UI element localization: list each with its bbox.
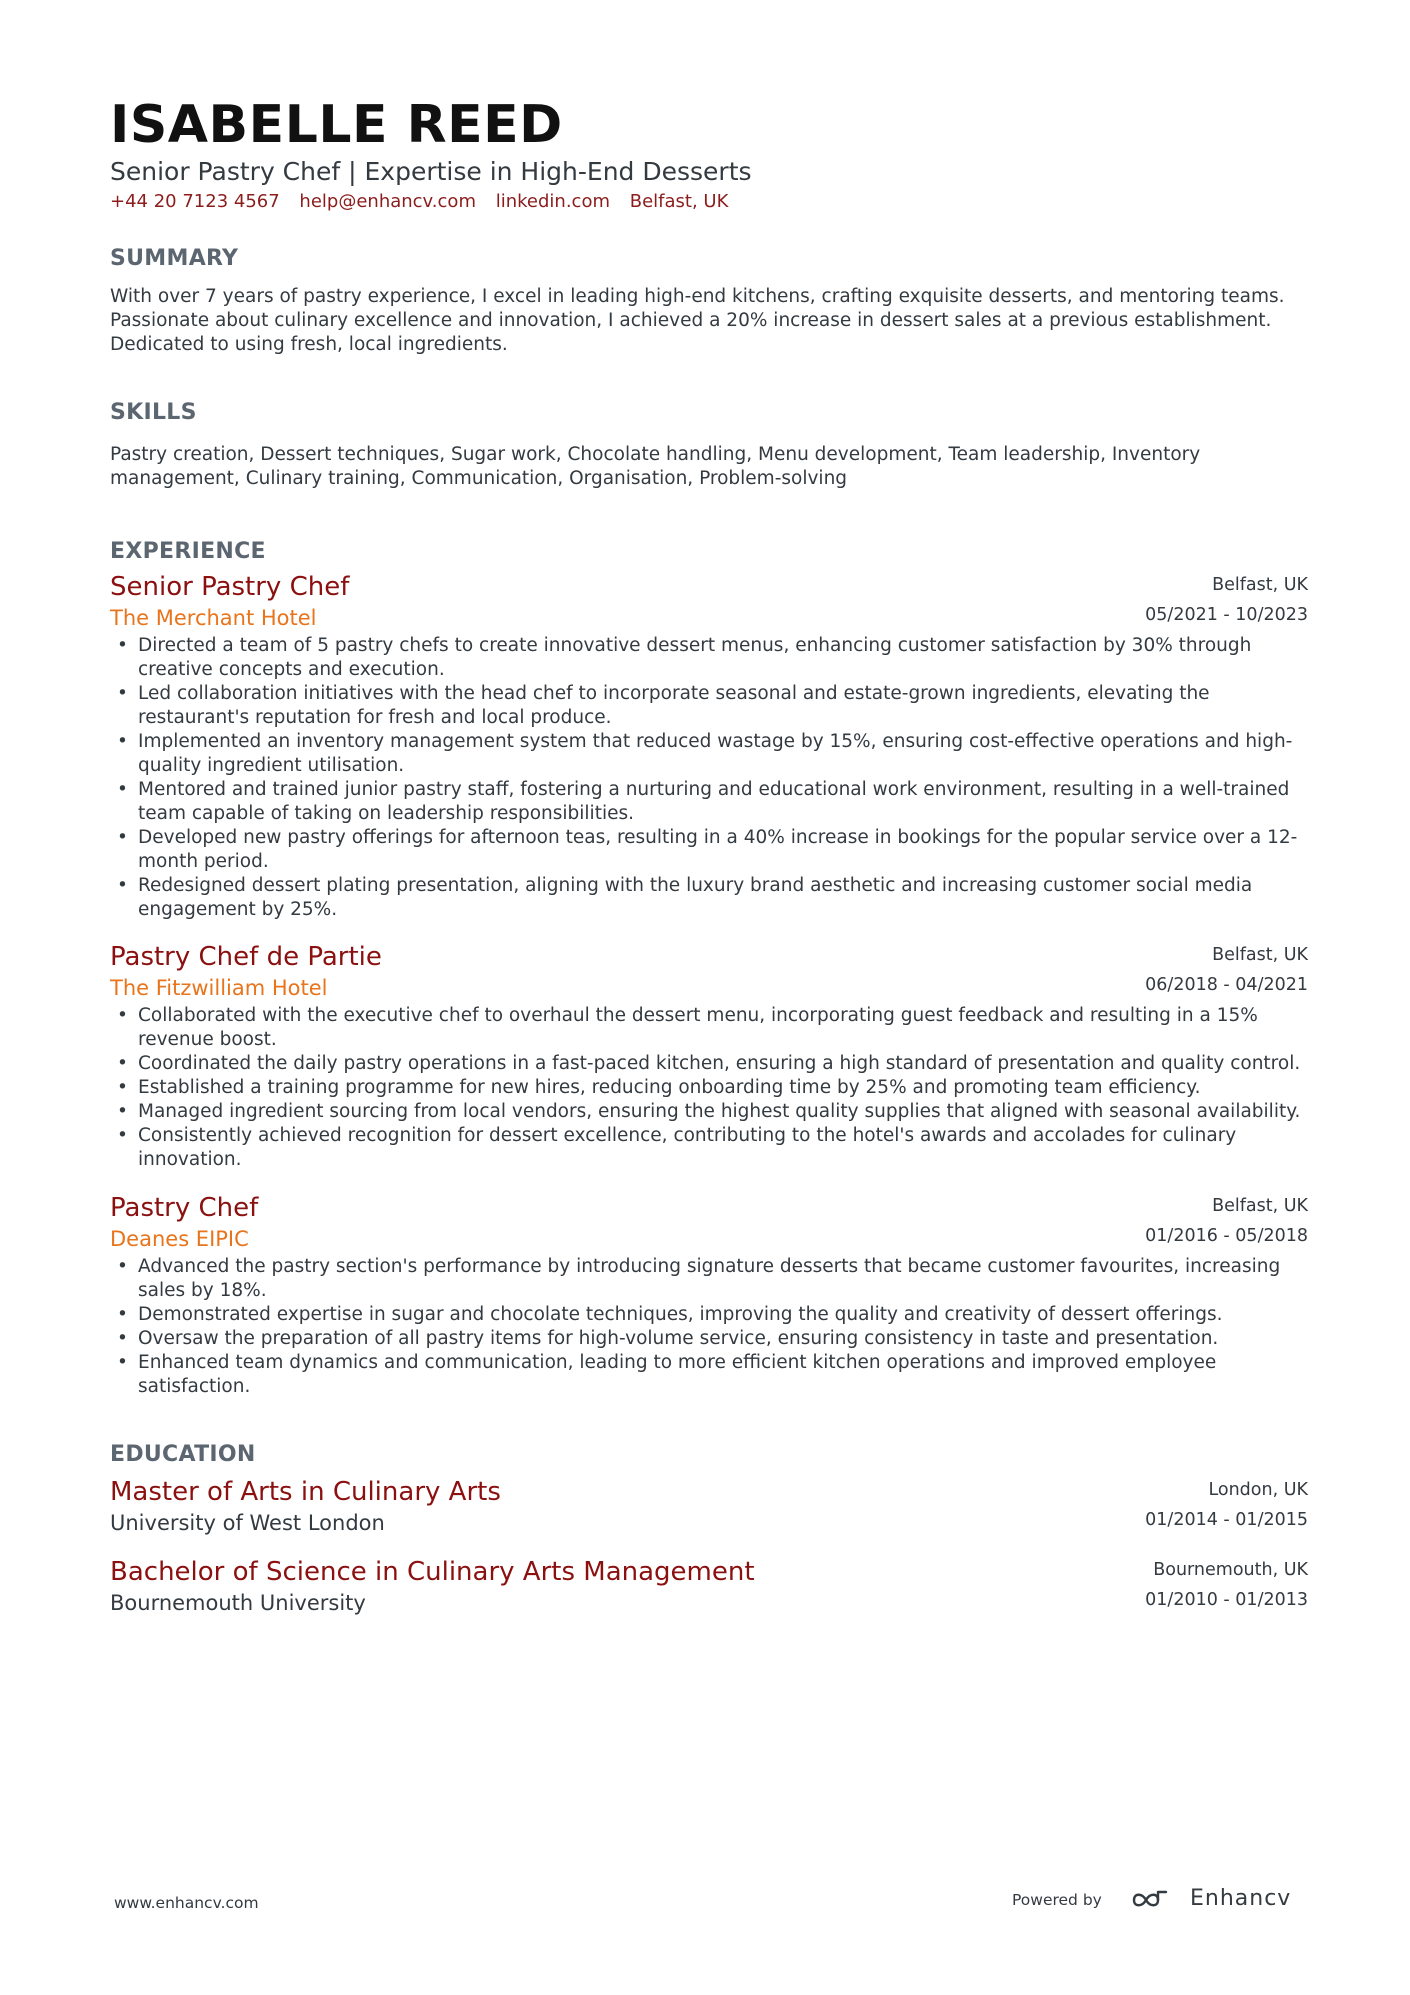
bullet-item: • Demonstrated expertise in sugar and chocolate techniques, improving the quality and creativity of dessert offerings. <box>110 1303 1308 1327</box>
education-heading: EDUCATION <box>110 1442 256 1467</box>
job-company: Deanes EIPIC <box>110 1227 249 1251</box>
education-dates: 01/2010 - 01/2013 <box>1145 1590 1308 1610</box>
bullet-item: • Mentored and trained junior pastry staff, fostering a nurturing and educational work environment, resulting in a well-trained team capable of taking on leadership responsibilities. <box>110 778 1308 826</box>
contact-location: Belfast, UK <box>629 191 729 212</box>
bullet-item: • Collaborated with the executive chef to overhaul the dessert menu, incorporating guest feedback and resulting in a 15% revenue boost. <box>110 1004 1308 1052</box>
enhancv-logo-icon <box>1130 1884 1170 1916</box>
bullet-item: • Redesigned dessert plating presentation, aligning with the luxury brand aesthetic and increasing customer social media engagement by 25%. <box>110 874 1308 922</box>
footer-website[interactable]: www.enhancv.com <box>114 1894 259 1912</box>
candidate-headline: Senior Pastry Chef | Expertise in High-End Desserts <box>110 157 752 186</box>
bullet-item: • Advanced the pastry section's performance by introducing signature desserts that became customer favourites, increasing sales by 18%. <box>110 1255 1308 1303</box>
summary-text: With over 7 years of pastry experience, I excel in leading high-end kitchens, crafting exquisite desserts, and mentoring teams. Passionate about culinary excellence and innovation, I achieved a 20% increase in dessert sales at a previous establishment. Dedicated to using fresh, local ingredients. <box>110 286 1285 355</box>
footer-powered-by: Powered by <box>1012 1891 1102 1909</box>
education-dates: 01/2014 - 01/2015 <box>1145 1510 1308 1530</box>
bullet-item: • Developed new pastry offerings for afternoon teas, resulting in a 40% increase in bookings for the popular service over a 12-month period. <box>110 826 1308 874</box>
candidate-name: ISABELLE REED <box>110 95 563 155</box>
job-title: Pastry Chef de Partie <box>110 942 382 972</box>
job-title: Pastry Chef <box>110 1193 259 1223</box>
education-location: London, UK <box>1208 1480 1308 1500</box>
contact-phone[interactable]: +44 20 7123 4567 <box>110 191 280 212</box>
bullet-item: • Implemented an inventory management system that reduced wastage by 15%, ensuring cost-effective operations and high-quality ingredient utilisation. <box>110 730 1308 778</box>
job-bullets <box>110 1255 1308 1399</box>
skills-text: Pastry creation, Dessert techniques, Sugar work, Chocolate handling, Menu development, Team leadership, Inventory management, Culinary training, Communication, Organisation, Problem-solving <box>110 444 1201 489</box>
bullet-item: • Directed a team of 5 pastry chefs to create innovative dessert menus, enhancing customer satisfaction by 30% through creative concepts and execution. <box>110 634 1308 682</box>
job-location: Belfast, UK <box>1212 1196 1308 1216</box>
contact-line <box>110 190 742 214</box>
school-name: Bournemouth University <box>110 1591 366 1615</box>
bullet-item: • Coordinated the daily pastry operations in a fast-paced kitchen, ensuring a high standard of presentation and quality control. <box>110 1052 1308 1076</box>
bullet-item: • Consistently achieved recognition for dessert excellence, contributing to the hotel's awards and accolades for culinary innovation. <box>110 1124 1308 1172</box>
job-dates: 01/2016 - 05/2018 <box>1145 1226 1308 1246</box>
bullet-item: • Managed ingredient sourcing from local vendors, ensuring the highest quality supplies that aligned with seasonal availability. <box>110 1100 1308 1124</box>
job-location: Belfast, UK <box>1212 575 1308 595</box>
job-company: The Merchant Hotel <box>110 606 317 630</box>
job-location: Belfast, UK <box>1212 945 1308 965</box>
education-location: Bournemouth, UK <box>1153 1560 1308 1580</box>
contact-email[interactable]: help@enhancv.com <box>299 191 476 212</box>
bullet-item: • Enhanced team dynamics and communication, leading to more efficient kitchen operations and improved employee satisfaction. <box>110 1351 1308 1399</box>
job-company: The Fitzwilliam Hotel <box>110 976 328 1000</box>
bullet-item: • Led collaboration initiatives with the head chef to incorporate seasonal and estate-grown ingredients, elevating the restaurant's reputation for fresh and local produce. <box>110 682 1308 730</box>
school-name: University of West London <box>110 1511 385 1535</box>
bullet-item: • Oversaw the preparation of all pastry items for high-volume service, ensuring consistency in taste and presentation. <box>110 1327 1308 1351</box>
skills-heading: SKILLS <box>110 400 197 425</box>
job-bullets <box>110 1004 1308 1172</box>
experience-heading: EXPERIENCE <box>110 539 266 564</box>
summary-heading: SUMMARY <box>110 246 239 271</box>
contact-linkedin[interactable]: linkedin.com <box>495 191 610 212</box>
footer-brand[interactable]: Enhancv <box>1190 1886 1292 1911</box>
job-dates: 05/2021 - 10/2023 <box>1145 605 1308 625</box>
degree-title: Master of Arts in Culinary Arts <box>110 1477 501 1507</box>
job-title: Senior Pastry Chef <box>110 572 350 602</box>
degree-title: Bachelor of Science in Culinary Arts Management <box>110 1557 755 1587</box>
bullet-item: • Established a training programme for new hires, reducing onboarding time by 25% and promoting team efficiency. <box>110 1076 1308 1100</box>
job-bullets <box>110 634 1308 922</box>
job-dates: 06/2018 - 04/2021 <box>1145 975 1308 995</box>
